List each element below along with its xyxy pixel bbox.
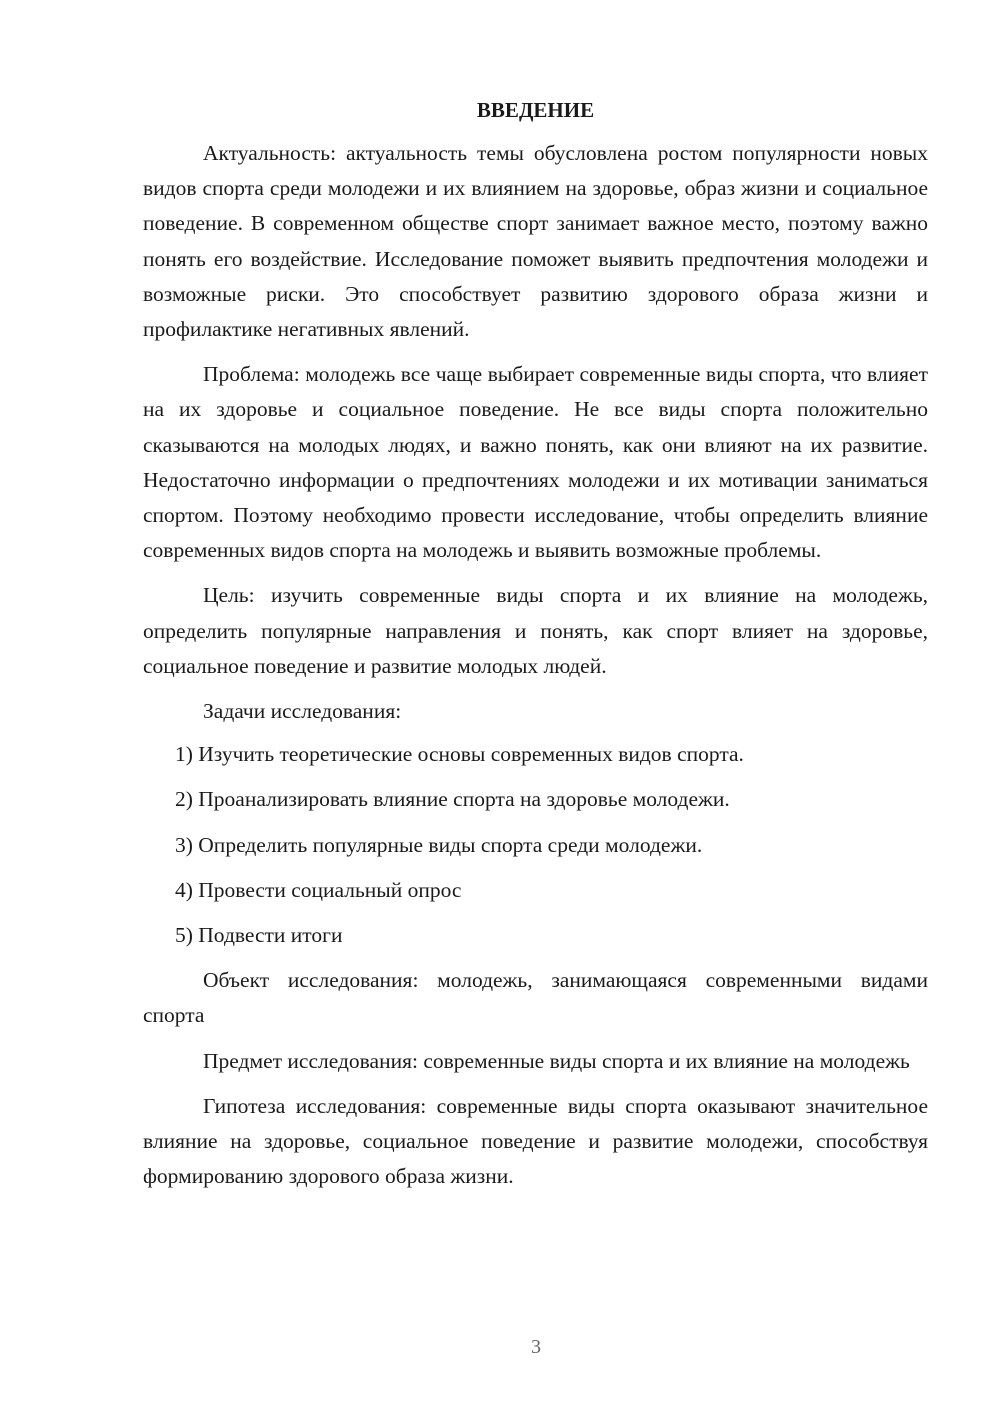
tasks-list (143, 737, 928, 953)
paragraph-goal: Цель: изучить современные виды спорта и их влияние на молодежь, определить популярные направления и понять, как спорт влияет на здоровье, социальное поведение и развитие молодых людей. (143, 583, 928, 678)
page-title: ВВЕДЕНИЕ (476, 98, 595, 122)
list-item: 1) Изучить теоретические основы современных видов спорта. (175, 742, 744, 767)
list-item: 3) Определить популярные виды спорта среди молодежи. (175, 832, 703, 857)
paragraph-hypothesis: Гипотеза исследования: современные виды спорта оказывают значительное влияние на здоровье, социальное поведение и развитие молодежи, способствуя формированию здорового образа жизни. (143, 1093, 928, 1189)
list-item: 5) Подвести итоги (175, 923, 343, 948)
paragraph-problem: Проблема: молодежь все чаще выбирает современные виды спорта, что влияет на их здоровье и социальное поведение. Не все виды спорта положительно сказываются на молодых людях, и важно понять, как они влияют на их развитие. Недостаточно информации о предпочтениях молодежи и их мотивации заниматься спортом. Поэтому необходимо провести исследование, чтобы определить влияние современных видов спорта на молодежь и выявить возможные проблемы. (143, 362, 928, 563)
paragraph-tasks-heading: Задачи исследования: (203, 699, 402, 724)
list-item: 2) Проанализировать влияние спорта на здоровье молодежи. (175, 787, 730, 812)
paragraph-relevance: Актуальность: актуальность темы обусловлена ростом популярности новых видов спорта среди молодежи и их влиянием на здоровье, образ жизни и социальное поведение. В современном обществе спорт занимает важное место, поэтому важно понять его воздействие. Исследование поможет выявить предпочтения молодежи и возможные риски. Это способствует развитию здорового образа жизни и профилактике негативных явлений. (143, 141, 928, 342)
paragraph-object: Объект исследования: молодежь, занимающаяся современными видами спорта (143, 968, 928, 1028)
list-item: 4) Провести социальный опрос (175, 877, 462, 902)
paragraph-subject: Предмет исследования: современные виды спорта и их влияние на молодежь (203, 1048, 910, 1073)
page-number: 3 (531, 1336, 541, 1358)
